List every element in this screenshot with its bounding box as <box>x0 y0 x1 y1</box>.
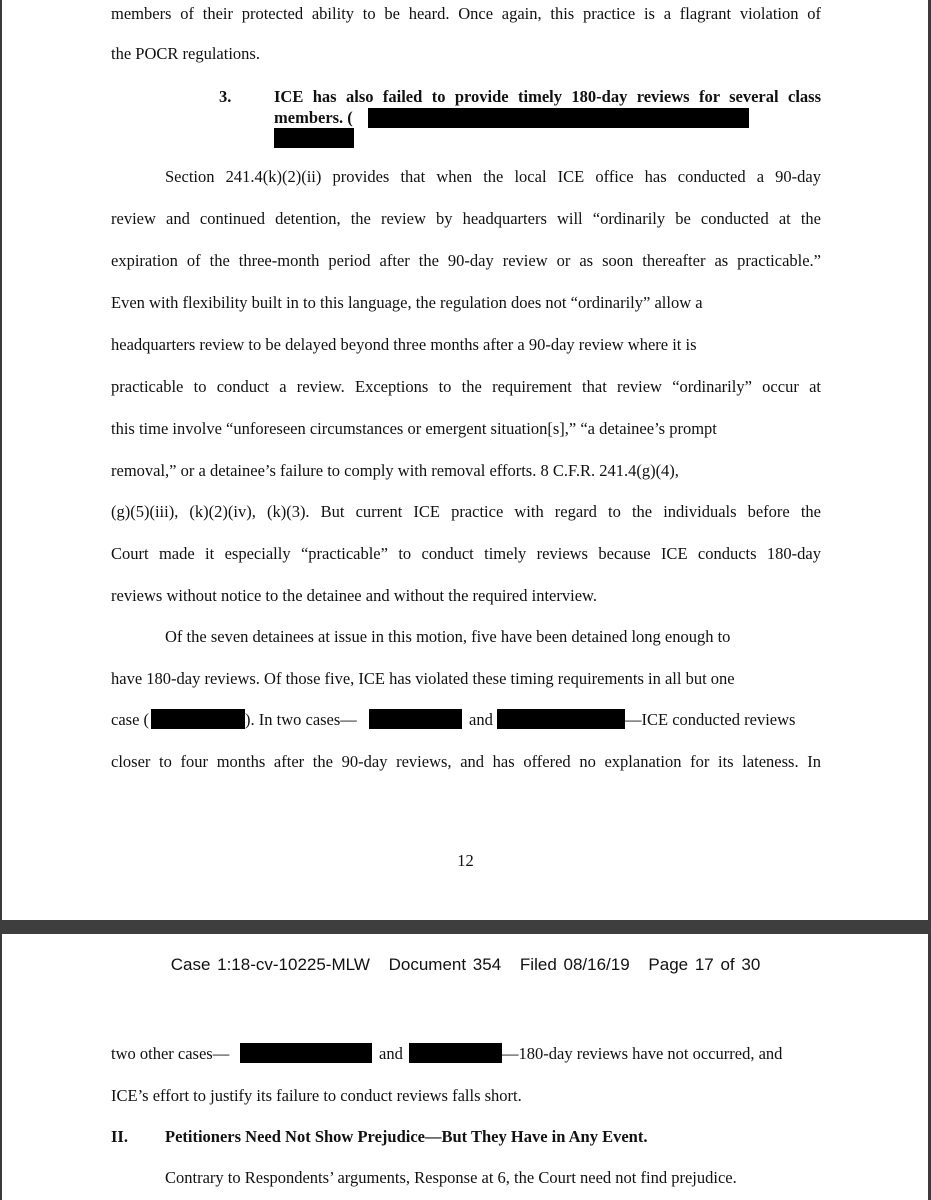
text-line: Contrary to Respondents’ arguments, Response at 6, the Court need not find prejudice. <box>165 1168 737 1187</box>
redaction-box <box>368 108 749 128</box>
text-fragment: and <box>469 710 493 729</box>
text-line: Even with flexibility built in to this language, the regulation does not “ordinarily” allow a <box>111 293 703 312</box>
text-fragment: —ICE conducted reviews <box>625 710 796 729</box>
text-line: headquarters review to be delayed beyond three months after a 90-day review where it is <box>111 335 697 354</box>
redaction-box <box>409 1043 502 1063</box>
text-fragment: ). In two cases— <box>245 710 357 729</box>
redaction-box <box>369 709 462 729</box>
text-line: expiration of the three-month period after the 90-day review or as soon thereafter as practicable.” <box>111 251 821 270</box>
text-line: reviews without notice to the detainee and without the required interview. <box>111 586 597 605</box>
case-number: Case 1:18-cv-10225-MLW <box>170 955 370 974</box>
text-line: Section 241.4(k)(2)(ii) provides that when the local ICE office has conducted a 90-day <box>165 167 821 186</box>
redaction-box <box>274 128 354 148</box>
text-line: members of their protected ability to be heard. Once again, this practice is a flagrant violation of <box>111 4 821 23</box>
case-header <box>0 954 931 976</box>
page-separator <box>0 920 931 934</box>
text-line: closer to four months after the 90-day reviews, and has offered no explanation for its lateness. In <box>111 752 821 771</box>
text-line: Court made it especially “practicable” to conduct timely reviews because ICE conducts 180-day <box>111 544 821 563</box>
redaction-box <box>240 1043 372 1063</box>
heading-line-2: members. ( <box>274 108 353 127</box>
heading-line-1: ICE has also failed to provide timely 180-day reviews for several class <box>274 87 821 106</box>
text-fragment: and <box>379 1044 403 1063</box>
text-line: practicable to conduct a review. Exceptions to the requirement that review “ordinarily” occur at <box>111 377 821 396</box>
text-line: have 180-day reviews. Of those five, ICE has violated these timing requirements in all but one <box>111 669 735 688</box>
text-line: ICE’s effort to justify its failure to conduct reviews falls short. <box>111 1086 522 1105</box>
text-fragment: —180-day reviews have not occurred, and <box>502 1044 783 1063</box>
redaction-box <box>497 709 625 729</box>
page-border-left <box>0 0 2 922</box>
document-number: Document 354 <box>388 955 502 974</box>
text-fragment: two other cases— <box>111 1044 230 1063</box>
text-line: (g)(5)(iii), (k)(2)(iv), (k)(3). But current ICE practice with regard to the individuals before the <box>111 502 821 521</box>
text-fragment: case ( <box>111 710 150 729</box>
text-line: removal,” or a detainee’s failure to comply with removal efforts. 8 C.F.R. 241.4(g)(4), <box>111 461 679 480</box>
text-line: this time involve “unforeseen circumstances or emergent situation[s],” “a detainee’s prompt <box>111 419 717 438</box>
heading-number: II. <box>111 1127 128 1146</box>
redaction-box <box>151 709 245 729</box>
filed-date: Filed 08/16/19 <box>519 955 630 974</box>
page-number: 12 <box>457 851 474 870</box>
page-count: Page 17 of 30 <box>648 955 761 974</box>
text-line: the POCR regulations. <box>111 44 260 63</box>
heading-number: 3. <box>219 87 232 106</box>
heading-text: Petitioners Need Not Show Prejudice—But They Have in Any Event. <box>165 1127 648 1146</box>
text-line: Of the seven detainees at issue in this motion, five have been detained long enough to <box>165 627 731 646</box>
text-line: review and continued detention, the review by headquarters will “ordinarily be conducted at the <box>111 209 821 228</box>
